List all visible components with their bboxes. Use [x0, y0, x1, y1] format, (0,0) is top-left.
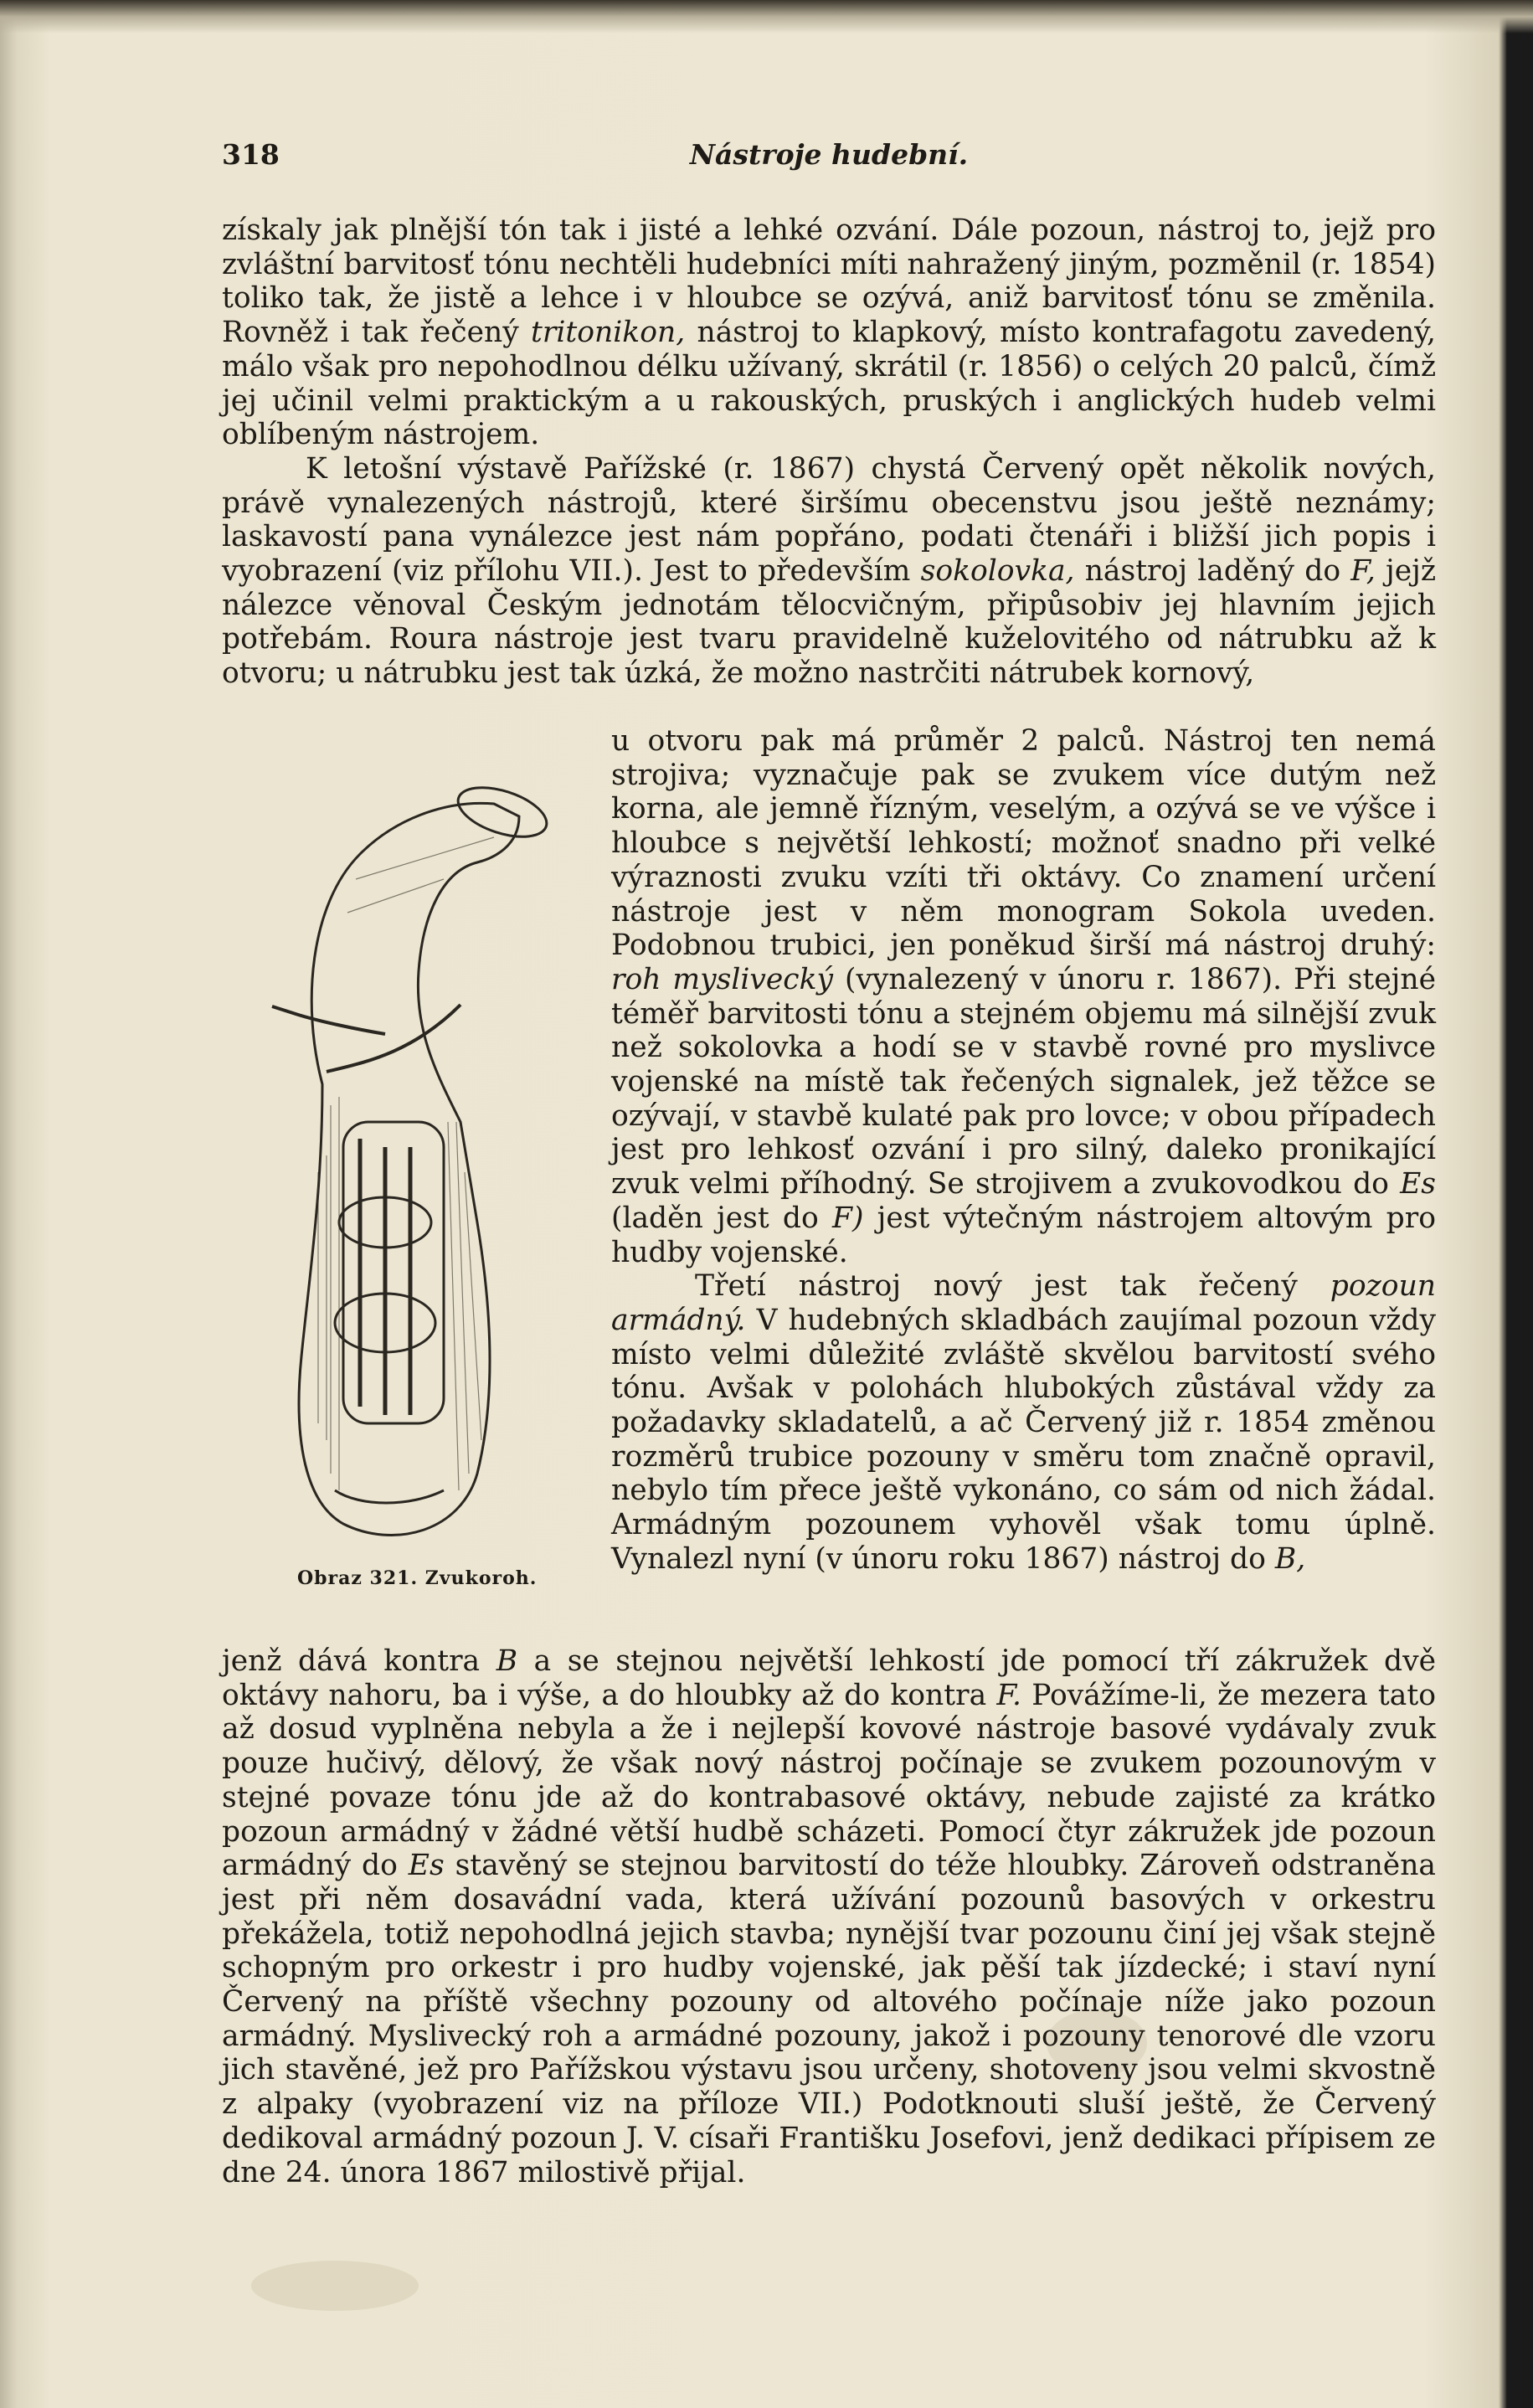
paragraph-continued: jenž dává kontra B a se stejnou největší lehkostí jde pomocí tří zákružek dvě oktávy nahoru, ba i výše, a do hloubky až do kontra F. Povážíme-li, že mezera tato až dosud vyplněna nebyla a že i nejlepší kovové nástroje basové vydávaly zvuk pouze hučivý, dělový, že však nový nástroj počínaje se zvukem pozounovým v stejné povaze tónu jde až do kontrabasové oktávy, nebude zajisté za krátko pozoun armádný v žádné větší hudbě scházeti. Pomocí čtyr zákružek jde pozoun armádný do Es stavěný se stejnou barvitostí do téže hloubky. Zároveň odstraněna jest při něm dosavádní vada, která užívání pozounů basových v orkestru překážela, totiž nepohodlná jejich stavba; nynější tvar pozounu činí jej však stejně schopným pro orkestr i pro hudby vojenské, jak pěší tak jízdecké; i staví nyní Červený na příště všechny pozouny od altového počínaje níže jako pozoun armádný. Myslivecký roh a armádné pozouny, jakož i pozouny tenorové dle vzoru jich stavěné, jež pro Pařížskou výstavu jsou určeny, shotoveny jsou velmi skvostně z alpaky (vyobrazení viz na příloze VII.) Podotknouti sluší ještě, že Červený dedikoval armádný pozoun J. V. císaři Františku Josefovi, jenž dedikaci přípisem ze dne 24. února 1867 milostivě přijal.	[222, 1644, 1437, 2189]
text-block-top	[222, 214, 1436, 691]
page-header	[222, 138, 1436, 177]
euphonium-engraving-icon	[243, 754, 594, 1591]
paragraph: získaly jak plnější tón tak i jisté a lehké ozvání. Dále pozoun, nástroj to, jejž pro zvláštní barvitosť tónu nechtěli hudebníci míti nahražený jiným, pozměnil (r. 1854) toliko tak, že jistě a lehce i v hloubce se ozývá, aniž barvitosť tónu se změnila. Rovněž i tak řečený tritonikon, nástroj to klapkový, místo kontrafagotu zavedený, málo však pro nepohodlnou délku užívaný, skrátil (r. 1856) o celých 20 palců, čímž jej učinil velmi praktickým a u rakouských, pruských i anglických hudeb velmi oblíbeným nástrojem.	[222, 214, 1437, 452]
page-number: 318	[222, 138, 280, 171]
paragraph: K letošní výstavě Pařížské (r. 1867) chystá Červený opět několik nových, právě vynalezených nástrojů, které širšímu obecenstvu jsou ještě neznámy; laskavostí pana vynálezce jest nám popřáno, podati čtenáři i bližší jich popis i vyobrazení (viz přílohu VII.). Jest to především sokolovka, nástroj laděný do F, jejž nálezce věnoval Českým jednotám tělocvičným, připůsobiv jej hlavním jejich potřebám. Roura nástroje jest tvaru pravidelně kuželovitého od nátrubku až k otvoru; u nátrubku jest tak úzká, že možno nastrčiti nátrubek kornový,	[222, 451, 1437, 691]
figure-caption: Obraz 321. Zvukoroh.	[297, 1567, 538, 1589]
paragraph: Třetí nástroj nový jest tak řečený pozoun armádný. V hudebných skladbách zaujímal pozoun vždy místo velmi důležité zvláště skvělou barvitostí svého tónu. Avšak v polohách hlubokých zůstával vždy za požadavky skladatelů, a ač Červený již r. 1854 změnou rozměrů trubice pozouny v směru tom značně opravil, nebylo tím přece ještě vykonáno, co sám od nich žádal. Armádným pozounem vyhověl však tomu úplně. Vynalezl nyní (v únoru roku 1867) nástroj do B,	[611, 1269, 1437, 1576]
paragraph-continued: u otvoru pak má průměr 2 palců. Nástroj ten nemá strojiva; vyznačuje pak se zvukem více dutým než korna, ale jemně řízným, veselým, a ozývá se ve výšce i hloubce s největší lehkostí; možnoť snadno při velké výraznosti zvuku vzíti tři oktávy. Co znamení určení nástroje jest v něm monogram Sokola uveden. Podobnou trubici, jen poněkud širší má nástroj druhý: roh myslivecký (vynalezený v únoru r. 1867). Při stejné téměř barvitosti tónu a stejném objemu má silnější zvuk než sokolovka a hodí se v stavbě rovné pro myslivce vojenské na místě tak řečených signalek, jež těžce se ozývají, v stavbě kulaté pak pro lovce; v obou případech jest pro lehkosť ozvání i pro silný, daleko pronikající zvuk velmi příhodný. Se strojivem a zvukovodkou do Es (laděn jest do F) jest výtečným nástrojem altovým pro hudby vojenské.	[611, 724, 1436, 1269]
running-head: Nástroje hudební.	[689, 138, 969, 171]
text-block-beside-figure	[611, 724, 1436, 1577]
paper-stain	[251, 2261, 419, 2311]
text-block-bottom	[222, 1644, 1436, 2189]
